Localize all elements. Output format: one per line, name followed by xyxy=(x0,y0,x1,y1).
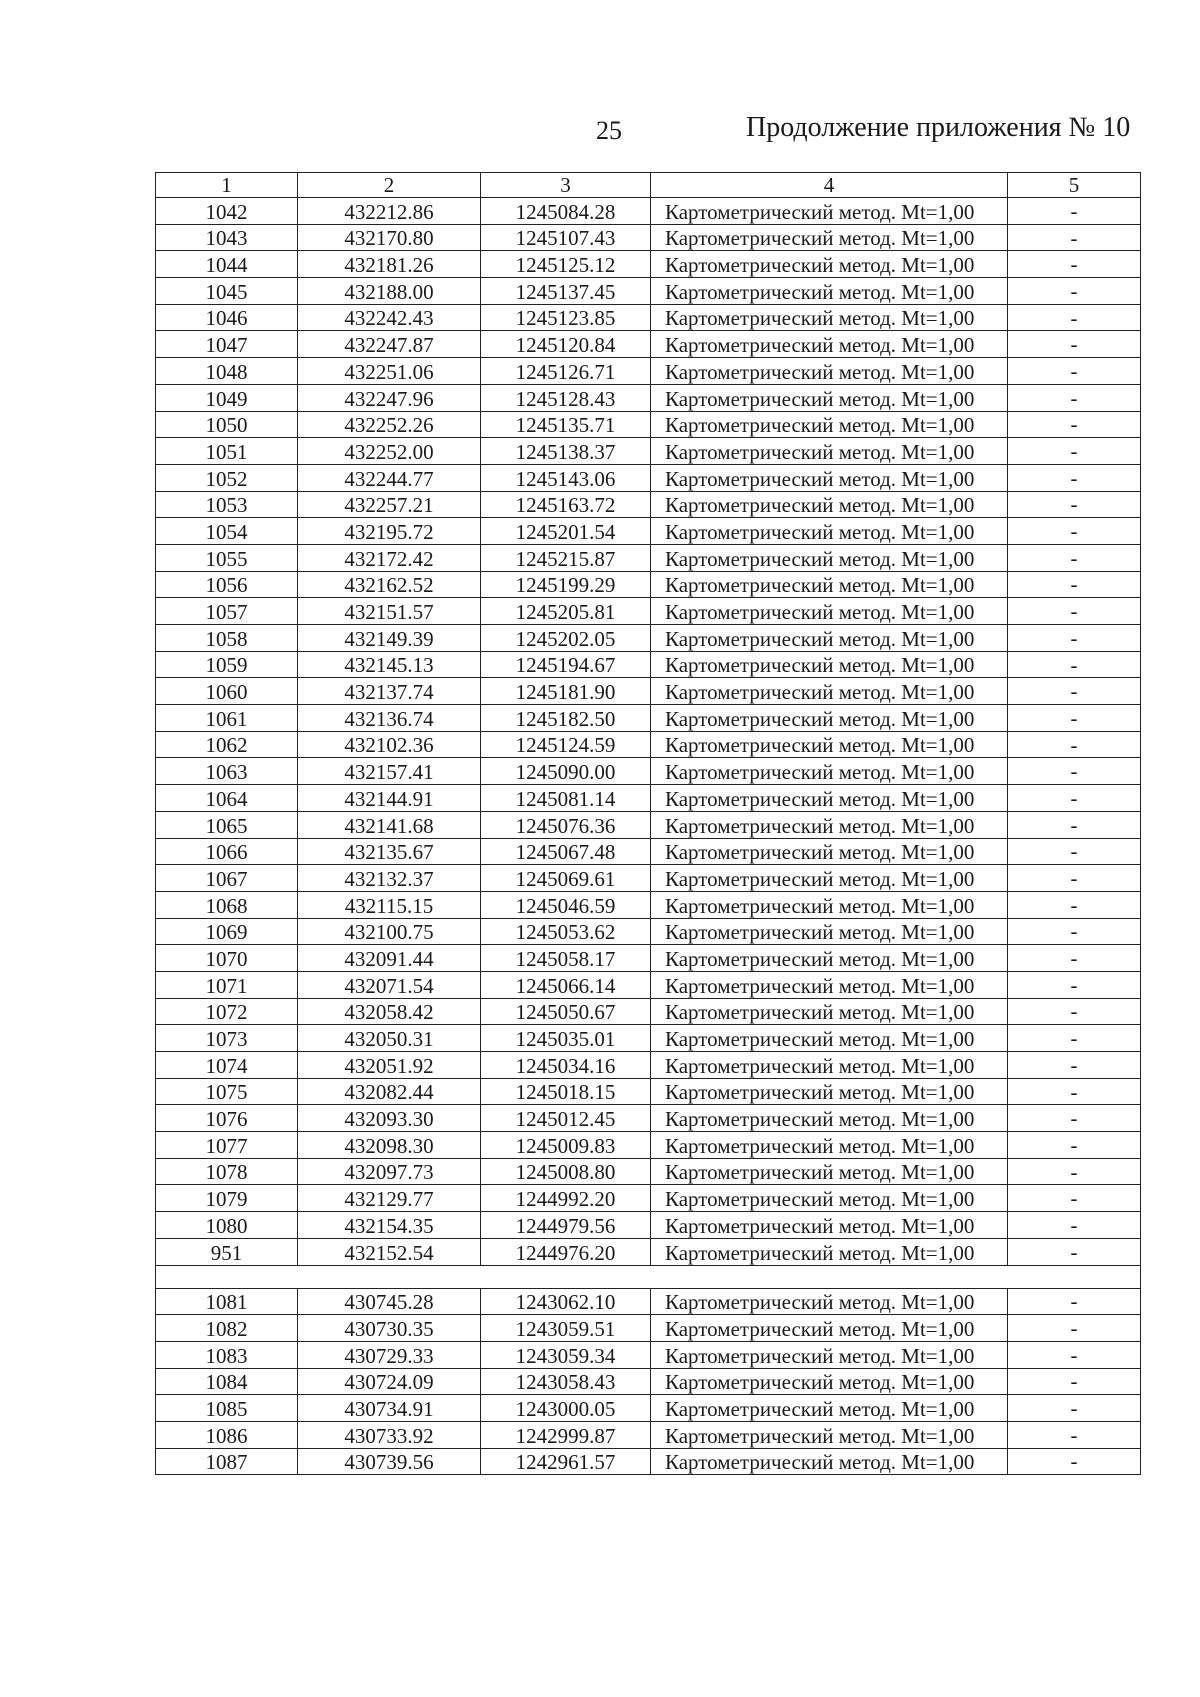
table-row xyxy=(156,198,1141,225)
point-number-cell: 1062 xyxy=(156,731,298,758)
column-header-4: 4 xyxy=(651,173,1008,198)
note-cell: - xyxy=(1008,705,1141,732)
table-row xyxy=(156,278,1141,305)
method-cell: Картометрический метод. Mt=1,00 xyxy=(651,1212,1008,1239)
y-coordinate-cell: 1245046.59 xyxy=(481,891,651,918)
point-number-cell: 1086 xyxy=(156,1421,298,1448)
method-cell: Картометрический метод. Mt=1,00 xyxy=(651,1132,1008,1159)
method-cell: Картометрический метод. Mt=1,00 xyxy=(651,1421,1008,1448)
table-row xyxy=(156,1052,1141,1079)
x-coordinate-cell: 430729.33 xyxy=(298,1341,481,1368)
table-row xyxy=(156,1078,1141,1105)
table-row xyxy=(156,1368,1141,1395)
table-row xyxy=(156,678,1141,705)
note-cell: - xyxy=(1008,438,1141,465)
note-cell: - xyxy=(1008,464,1141,491)
x-coordinate-cell: 432144.91 xyxy=(298,785,481,812)
y-coordinate-cell: 1245181.90 xyxy=(481,678,651,705)
table-row xyxy=(156,945,1141,972)
note-cell: - xyxy=(1008,1132,1141,1159)
method-cell: Картометрический метод. Mt=1,00 xyxy=(651,304,1008,331)
note-cell: - xyxy=(1008,1185,1141,1212)
x-coordinate-cell: 432051.92 xyxy=(298,1052,481,1079)
method-cell: Картометрический метод. Mt=1,00 xyxy=(651,1185,1008,1212)
method-cell: Картометрический метод. Mt=1,00 xyxy=(651,731,1008,758)
x-coordinate-cell: 432115.15 xyxy=(298,891,481,918)
x-coordinate-cell: 430733.92 xyxy=(298,1421,481,1448)
table-row xyxy=(156,358,1141,385)
point-number-cell: 1048 xyxy=(156,358,298,385)
x-coordinate-cell: 432132.37 xyxy=(298,865,481,892)
method-cell: Картометрический метод. Mt=1,00 xyxy=(651,651,1008,678)
note-cell: - xyxy=(1008,998,1141,1025)
x-coordinate-cell: 432188.00 xyxy=(298,278,481,305)
x-coordinate-cell: 430730.35 xyxy=(298,1315,481,1342)
point-number-cell: 1078 xyxy=(156,1158,298,1185)
method-cell: Картометрический метод. Mt=1,00 xyxy=(651,971,1008,998)
method-cell: Картометрический метод. Mt=1,00 xyxy=(651,331,1008,358)
y-coordinate-cell: 1245034.16 xyxy=(481,1052,651,1079)
note-cell: - xyxy=(1008,971,1141,998)
x-coordinate-cell: 432149.39 xyxy=(298,625,481,652)
point-number-cell: 1042 xyxy=(156,198,298,225)
x-coordinate-cell: 432212.86 xyxy=(298,198,481,225)
table-row xyxy=(156,998,1141,1025)
point-number-cell: 1053 xyxy=(156,491,298,518)
x-coordinate-cell: 432050.31 xyxy=(298,1025,481,1052)
table-row xyxy=(156,384,1141,411)
note-cell: - xyxy=(1008,384,1141,411)
point-number-cell: 1065 xyxy=(156,811,298,838)
note-cell: - xyxy=(1008,1078,1141,1105)
x-coordinate-cell: 432257.21 xyxy=(298,491,481,518)
point-number-cell: 1083 xyxy=(156,1341,298,1368)
table-row xyxy=(156,1185,1141,1212)
table-row xyxy=(156,1025,1141,1052)
point-number-cell: 1082 xyxy=(156,1315,298,1342)
table-row xyxy=(156,1288,1141,1315)
method-cell: Картометрический метод. Mt=1,00 xyxy=(651,224,1008,251)
point-number-cell: 1080 xyxy=(156,1212,298,1239)
note-cell: - xyxy=(1008,304,1141,331)
x-coordinate-cell: 432252.26 xyxy=(298,411,481,438)
method-cell: Картометрический метод. Mt=1,00 xyxy=(651,598,1008,625)
point-number-cell: 1087 xyxy=(156,1448,298,1475)
y-coordinate-cell: 1245137.45 xyxy=(481,278,651,305)
method-cell: Картометрический метод. Mt=1,00 xyxy=(651,1105,1008,1132)
point-number-cell: 1077 xyxy=(156,1132,298,1159)
y-coordinate-cell: 1245163.72 xyxy=(481,491,651,518)
point-number-cell: 1049 xyxy=(156,384,298,411)
x-coordinate-cell: 432136.74 xyxy=(298,705,481,732)
y-coordinate-cell: 1245058.17 xyxy=(481,945,651,972)
point-number-cell: 1055 xyxy=(156,544,298,571)
table-row xyxy=(156,464,1141,491)
method-cell: Картометрический метод. Mt=1,00 xyxy=(651,1025,1008,1052)
note-cell: - xyxy=(1008,1368,1141,1395)
x-coordinate-cell: 432247.96 xyxy=(298,384,481,411)
note-cell: - xyxy=(1008,1212,1141,1239)
y-coordinate-cell: 1245081.14 xyxy=(481,785,651,812)
point-number-cell: 1050 xyxy=(156,411,298,438)
y-coordinate-cell: 1245143.06 xyxy=(481,464,651,491)
y-coordinate-cell: 1245018.15 xyxy=(481,1078,651,1105)
method-cell: Картометрический метод. Mt=1,00 xyxy=(651,1052,1008,1079)
method-cell: Картометрический метод. Mt=1,00 xyxy=(651,918,1008,945)
note-cell: - xyxy=(1008,1238,1141,1265)
table-row xyxy=(156,304,1141,331)
x-coordinate-cell: 432157.41 xyxy=(298,758,481,785)
x-coordinate-cell: 430724.09 xyxy=(298,1368,481,1395)
x-coordinate-cell: 432181.26 xyxy=(298,251,481,278)
x-coordinate-cell: 432162.52 xyxy=(298,571,481,598)
method-cell: Картометрический метод. Mt=1,00 xyxy=(651,571,1008,598)
method-cell: Картометрический метод. Mt=1,00 xyxy=(651,198,1008,225)
y-coordinate-cell: 1245205.81 xyxy=(481,598,651,625)
table-row xyxy=(156,1421,1141,1448)
page-title: Продолжение приложения № 10 xyxy=(746,112,1131,143)
point-number-cell: 1060 xyxy=(156,678,298,705)
method-cell: Картометрический метод. Mt=1,00 xyxy=(651,1238,1008,1265)
table-row xyxy=(156,491,1141,518)
x-coordinate-cell: 432251.06 xyxy=(298,358,481,385)
method-cell: Картометрический метод. Mt=1,00 xyxy=(651,438,1008,465)
table-row xyxy=(156,1238,1141,1265)
table-row xyxy=(156,411,1141,438)
note-cell: - xyxy=(1008,198,1141,225)
x-coordinate-cell: 430734.91 xyxy=(298,1395,481,1422)
point-number-cell: 1059 xyxy=(156,651,298,678)
point-number-cell: 1044 xyxy=(156,251,298,278)
point-number-cell: 951 xyxy=(156,1238,298,1265)
y-coordinate-cell: 1245123.85 xyxy=(481,304,651,331)
table-row xyxy=(156,598,1141,625)
y-coordinate-cell: 1245008.80 xyxy=(481,1158,651,1185)
point-number-cell: 1075 xyxy=(156,1078,298,1105)
y-coordinate-cell: 1245135.71 xyxy=(481,411,651,438)
note-cell: - xyxy=(1008,1341,1141,1368)
y-coordinate-cell: 1245138.37 xyxy=(481,438,651,465)
method-cell: Картометрический метод. Mt=1,00 xyxy=(651,998,1008,1025)
point-number-cell: 1084 xyxy=(156,1368,298,1395)
method-cell: Картометрический метод. Mt=1,00 xyxy=(651,464,1008,491)
method-cell: Картометрический метод. Mt=1,00 xyxy=(651,678,1008,705)
y-coordinate-cell: 1245107.43 xyxy=(481,224,651,251)
y-coordinate-cell: 1245053.62 xyxy=(481,918,651,945)
y-coordinate-cell: 1243000.05 xyxy=(481,1395,651,1422)
method-cell: Картометрический метод. Mt=1,00 xyxy=(651,625,1008,652)
method-cell: Картометрический метод. Mt=1,00 xyxy=(651,491,1008,518)
x-coordinate-cell: 430745.28 xyxy=(298,1288,481,1315)
point-number-cell: 1056 xyxy=(156,571,298,598)
point-number-cell: 1063 xyxy=(156,758,298,785)
note-cell: - xyxy=(1008,758,1141,785)
method-cell: Картометрический метод. Mt=1,00 xyxy=(651,384,1008,411)
table-row xyxy=(156,651,1141,678)
table-row xyxy=(156,785,1141,812)
y-coordinate-cell: 1245124.59 xyxy=(481,731,651,758)
note-cell: - xyxy=(1008,1025,1141,1052)
note-cell: - xyxy=(1008,331,1141,358)
table-row xyxy=(156,731,1141,758)
y-coordinate-cell: 1245066.14 xyxy=(481,971,651,998)
x-coordinate-cell: 432172.42 xyxy=(298,544,481,571)
point-number-cell: 1045 xyxy=(156,278,298,305)
note-cell: - xyxy=(1008,891,1141,918)
x-coordinate-cell: 432145.13 xyxy=(298,651,481,678)
note-cell: - xyxy=(1008,838,1141,865)
point-number-cell: 1071 xyxy=(156,971,298,998)
x-coordinate-cell: 432195.72 xyxy=(298,518,481,545)
x-coordinate-cell: 430739.56 xyxy=(298,1448,481,1475)
method-cell: Картометрический метод. Mt=1,00 xyxy=(651,544,1008,571)
y-coordinate-cell: 1244976.20 xyxy=(481,1238,651,1265)
method-cell: Картометрический метод. Mt=1,00 xyxy=(651,1078,1008,1105)
note-cell: - xyxy=(1008,1395,1141,1422)
point-number-cell: 1079 xyxy=(156,1185,298,1212)
table-row xyxy=(156,1158,1141,1185)
y-coordinate-cell: 1245090.00 xyxy=(481,758,651,785)
y-coordinate-cell: 1245199.29 xyxy=(481,571,651,598)
coordinates-table xyxy=(155,172,1141,1475)
table-row xyxy=(156,625,1141,652)
point-number-cell: 1052 xyxy=(156,464,298,491)
method-cell: Картометрический метод. Mt=1,00 xyxy=(651,1368,1008,1395)
method-cell: Картометрический метод. Mt=1,00 xyxy=(651,865,1008,892)
note-cell: - xyxy=(1008,945,1141,972)
x-coordinate-cell: 432129.77 xyxy=(298,1185,481,1212)
method-cell: Картометрический метод. Mt=1,00 xyxy=(651,891,1008,918)
note-cell: - xyxy=(1008,811,1141,838)
y-coordinate-cell: 1243058.43 xyxy=(481,1368,651,1395)
note-cell: - xyxy=(1008,1105,1141,1132)
note-cell: - xyxy=(1008,651,1141,678)
point-number-cell: 1081 xyxy=(156,1288,298,1315)
method-cell: Картометрический метод. Mt=1,00 xyxy=(651,278,1008,305)
y-coordinate-cell: 1245202.05 xyxy=(481,625,651,652)
y-coordinate-cell: 1243059.34 xyxy=(481,1341,651,1368)
note-cell: - xyxy=(1008,1158,1141,1185)
point-number-cell: 1047 xyxy=(156,331,298,358)
y-coordinate-cell: 1245009.83 xyxy=(481,1132,651,1159)
y-coordinate-cell: 1245035.01 xyxy=(481,1025,651,1052)
method-cell: Картометрический метод. Mt=1,00 xyxy=(651,1315,1008,1342)
y-coordinate-cell: 1245215.87 xyxy=(481,544,651,571)
table-row xyxy=(156,838,1141,865)
table-row xyxy=(156,1105,1141,1132)
x-coordinate-cell: 432252.00 xyxy=(298,438,481,465)
table-row xyxy=(156,571,1141,598)
note-cell: - xyxy=(1008,731,1141,758)
table-row xyxy=(156,224,1141,251)
method-cell: Картометрический метод. Mt=1,00 xyxy=(651,811,1008,838)
y-coordinate-cell: 1245126.71 xyxy=(481,358,651,385)
note-cell: - xyxy=(1008,251,1141,278)
point-number-cell: 1068 xyxy=(156,891,298,918)
note-cell: - xyxy=(1008,678,1141,705)
y-coordinate-cell: 1245076.36 xyxy=(481,811,651,838)
table-row xyxy=(156,1395,1141,1422)
x-coordinate-cell: 432170.80 xyxy=(298,224,481,251)
table-row xyxy=(156,918,1141,945)
note-cell: - xyxy=(1008,358,1141,385)
note-cell: - xyxy=(1008,278,1141,305)
page-number: 25 xyxy=(596,116,622,145)
y-coordinate-cell: 1242999.87 xyxy=(481,1421,651,1448)
method-cell: Картометрический метод. Mt=1,00 xyxy=(651,1288,1008,1315)
y-coordinate-cell: 1245201.54 xyxy=(481,518,651,545)
table-row xyxy=(156,518,1141,545)
y-coordinate-cell: 1245050.67 xyxy=(481,998,651,1025)
y-coordinate-cell: 1245067.48 xyxy=(481,838,651,865)
note-cell: - xyxy=(1008,1421,1141,1448)
table-row xyxy=(156,1212,1141,1239)
point-number-cell: 1069 xyxy=(156,918,298,945)
point-number-cell: 1046 xyxy=(156,304,298,331)
method-cell: Картометрический метод. Mt=1,00 xyxy=(651,1341,1008,1368)
method-cell: Картометрический метод. Mt=1,00 xyxy=(651,518,1008,545)
column-header-2: 2 xyxy=(298,173,481,198)
method-cell: Картометрический метод. Mt=1,00 xyxy=(651,705,1008,732)
note-cell: - xyxy=(1008,1448,1141,1475)
x-coordinate-cell: 432082.44 xyxy=(298,1078,481,1105)
column-header-1: 1 xyxy=(156,173,298,198)
point-number-cell: 1057 xyxy=(156,598,298,625)
x-coordinate-cell: 432154.35 xyxy=(298,1212,481,1239)
y-coordinate-cell: 1242961.57 xyxy=(481,1448,651,1475)
method-cell: Картометрический метод. Mt=1,00 xyxy=(651,1448,1008,1475)
y-coordinate-cell: 1245125.12 xyxy=(481,251,651,278)
table-row xyxy=(156,251,1141,278)
point-number-cell: 1054 xyxy=(156,518,298,545)
x-coordinate-cell: 432242.43 xyxy=(298,304,481,331)
x-coordinate-cell: 432135.67 xyxy=(298,838,481,865)
method-cell: Картометрический метод. Mt=1,00 xyxy=(651,411,1008,438)
y-coordinate-cell: 1243059.51 xyxy=(481,1315,651,1342)
table-row xyxy=(156,811,1141,838)
separator-row xyxy=(156,1265,1141,1288)
note-cell: - xyxy=(1008,224,1141,251)
point-number-cell: 1051 xyxy=(156,438,298,465)
table-row xyxy=(156,971,1141,998)
table-row xyxy=(156,438,1141,465)
point-number-cell: 1066 xyxy=(156,838,298,865)
point-number-cell: 1072 xyxy=(156,998,298,1025)
column-header-5: 5 xyxy=(1008,173,1141,198)
point-number-cell: 1058 xyxy=(156,625,298,652)
note-cell: - xyxy=(1008,625,1141,652)
x-coordinate-cell: 432141.68 xyxy=(298,811,481,838)
point-number-cell: 1070 xyxy=(156,945,298,972)
x-coordinate-cell: 432098.30 xyxy=(298,1132,481,1159)
y-coordinate-cell: 1245194.67 xyxy=(481,651,651,678)
method-cell: Картометрический метод. Mt=1,00 xyxy=(651,785,1008,812)
x-coordinate-cell: 432058.42 xyxy=(298,998,481,1025)
note-cell: - xyxy=(1008,918,1141,945)
point-number-cell: 1061 xyxy=(156,705,298,732)
note-cell: - xyxy=(1008,571,1141,598)
note-cell: - xyxy=(1008,1052,1141,1079)
y-coordinate-cell: 1244979.56 xyxy=(481,1212,651,1239)
table-row xyxy=(156,1341,1141,1368)
note-cell: - xyxy=(1008,598,1141,625)
x-coordinate-cell: 432097.73 xyxy=(298,1158,481,1185)
point-number-cell: 1074 xyxy=(156,1052,298,1079)
table-row xyxy=(156,544,1141,571)
y-coordinate-cell: 1245182.50 xyxy=(481,705,651,732)
note-cell: - xyxy=(1008,518,1141,545)
point-number-cell: 1067 xyxy=(156,865,298,892)
y-coordinate-cell: 1244992.20 xyxy=(481,1185,651,1212)
note-cell: - xyxy=(1008,544,1141,571)
table-row xyxy=(156,705,1141,732)
method-cell: Картометрический метод. Mt=1,00 xyxy=(651,1158,1008,1185)
method-cell: Картометрический метод. Mt=1,00 xyxy=(651,838,1008,865)
table-row xyxy=(156,891,1141,918)
table-row xyxy=(156,1132,1141,1159)
table-row xyxy=(156,758,1141,785)
x-coordinate-cell: 432151.57 xyxy=(298,598,481,625)
note-cell: - xyxy=(1008,491,1141,518)
x-coordinate-cell: 432093.30 xyxy=(298,1105,481,1132)
x-coordinate-cell: 432102.36 xyxy=(298,731,481,758)
table-row xyxy=(156,865,1141,892)
x-coordinate-cell: 432244.77 xyxy=(298,464,481,491)
table-header-row xyxy=(156,173,1141,198)
y-coordinate-cell: 1245084.28 xyxy=(481,198,651,225)
method-cell: Картометрический метод. Mt=1,00 xyxy=(651,758,1008,785)
point-number-cell: 1043 xyxy=(156,224,298,251)
note-cell: - xyxy=(1008,1315,1141,1342)
column-header-3: 3 xyxy=(481,173,651,198)
method-cell: Картометрический метод. Mt=1,00 xyxy=(651,1395,1008,1422)
x-coordinate-cell: 432247.87 xyxy=(298,331,481,358)
y-coordinate-cell: 1245012.45 xyxy=(481,1105,651,1132)
method-cell: Картометрический метод. Mt=1,00 xyxy=(651,945,1008,972)
note-cell: - xyxy=(1008,1288,1141,1315)
point-number-cell: 1076 xyxy=(156,1105,298,1132)
separator-cell xyxy=(156,1265,1141,1288)
x-coordinate-cell: 432137.74 xyxy=(298,678,481,705)
y-coordinate-cell: 1245120.84 xyxy=(481,331,651,358)
x-coordinate-cell: 432152.54 xyxy=(298,1238,481,1265)
note-cell: - xyxy=(1008,865,1141,892)
y-coordinate-cell: 1243062.10 xyxy=(481,1288,651,1315)
x-coordinate-cell: 432100.75 xyxy=(298,918,481,945)
point-number-cell: 1064 xyxy=(156,785,298,812)
y-coordinate-cell: 1245069.61 xyxy=(481,865,651,892)
x-coordinate-cell: 432091.44 xyxy=(298,945,481,972)
table-row xyxy=(156,1448,1141,1475)
method-cell: Картометрический метод. Mt=1,00 xyxy=(651,251,1008,278)
note-cell: - xyxy=(1008,785,1141,812)
table-row xyxy=(156,1315,1141,1342)
method-cell: Картометрический метод. Mt=1,00 xyxy=(651,358,1008,385)
y-coordinate-cell: 1245128.43 xyxy=(481,384,651,411)
x-coordinate-cell: 432071.54 xyxy=(298,971,481,998)
note-cell: - xyxy=(1008,411,1141,438)
table-row xyxy=(156,331,1141,358)
point-number-cell: 1085 xyxy=(156,1395,298,1422)
point-number-cell: 1073 xyxy=(156,1025,298,1052)
